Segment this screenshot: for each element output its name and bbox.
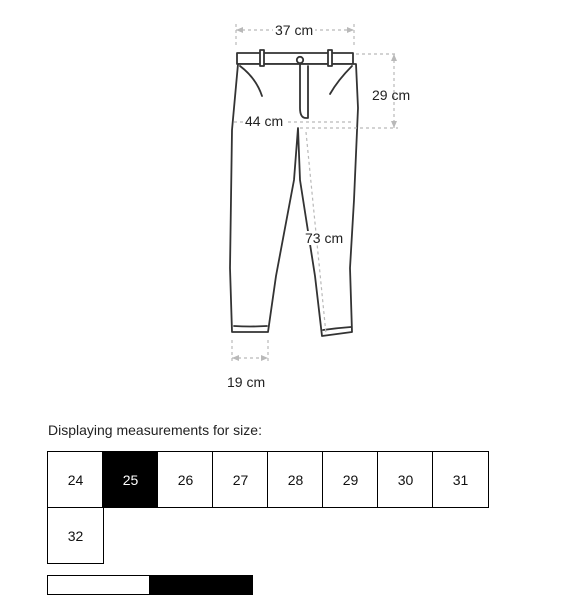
unit-toggle: [47, 575, 253, 595]
size-option-26[interactable]: 26: [157, 451, 214, 508]
leg-opening-label: 19 cm: [227, 374, 266, 390]
pants-illustration: [230, 50, 358, 336]
size-option-24[interactable]: 24: [47, 451, 104, 508]
size-option-29[interactable]: 29: [322, 451, 379, 508]
waist-button: [297, 57, 303, 63]
unit-option-1[interactable]: [150, 575, 253, 595]
size-option-28[interactable]: 28: [267, 451, 324, 508]
size-option-25[interactable]: 25: [102, 451, 159, 508]
size-option-30[interactable]: 30: [377, 451, 434, 508]
size-option-27[interactable]: 27: [212, 451, 269, 508]
rise-label: 29 cm: [372, 87, 411, 103]
size-grid: [47, 451, 492, 565]
waist-width-label: 37 cm: [275, 22, 314, 38]
hip-width-label: 44 cm: [245, 113, 284, 129]
unit-option-0[interactable]: [47, 575, 150, 595]
waistband: [237, 53, 353, 64]
size-option-32[interactable]: 32: [47, 507, 104, 564]
pants-outline: [230, 64, 358, 336]
inseam-label: 73 cm: [305, 230, 344, 246]
size-selector-label: Displaying measurements for size:: [48, 422, 262, 438]
size-option-31[interactable]: 31: [432, 451, 489, 508]
